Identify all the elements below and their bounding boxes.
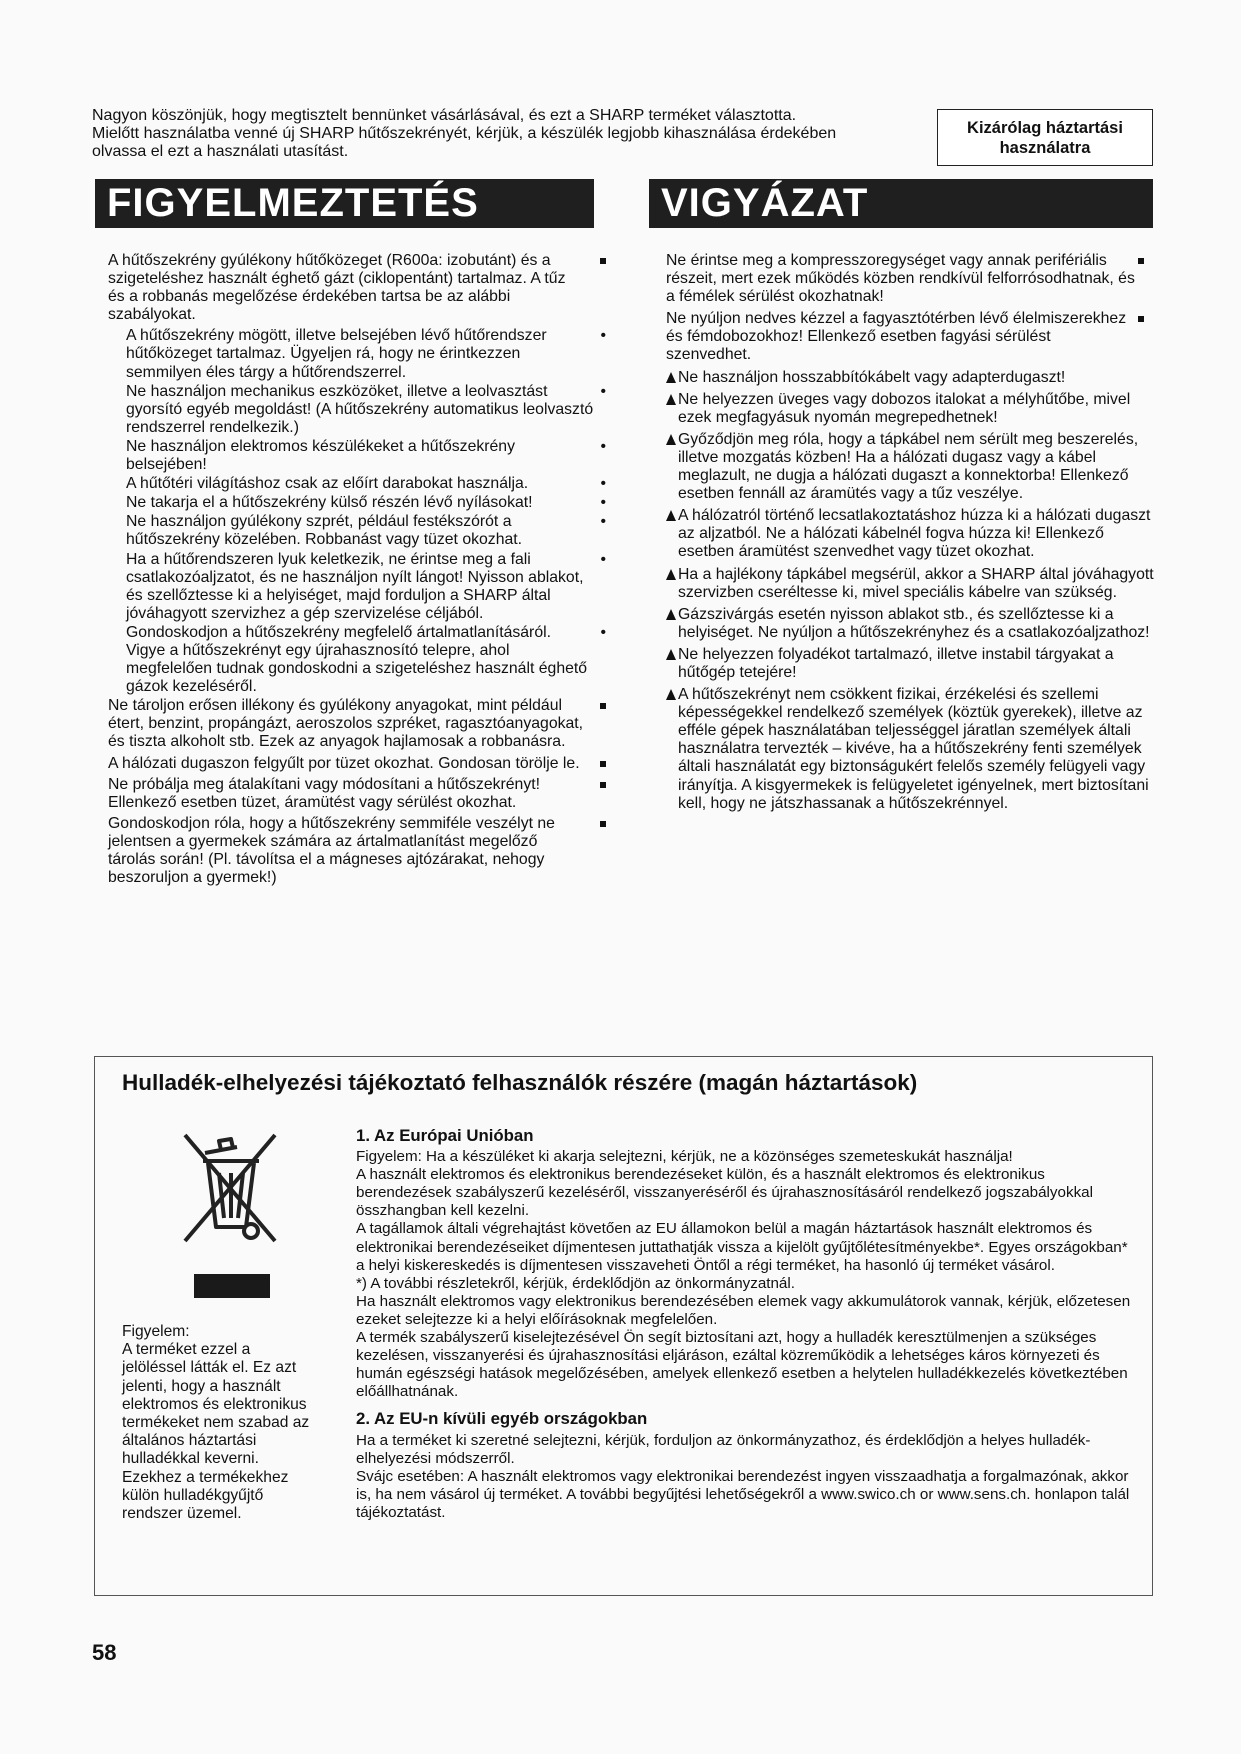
eu-paragraph: Figyelem: Ha a készüléket ki akarja selejtezni, kérjük, ne a közönséges szemeteskukát használja! bbox=[356, 1148, 1013, 1166]
caution-list bbox=[666, 252, 1156, 817]
crossed-out-bin-icon bbox=[175, 1123, 285, 1258]
warning-item-text: Gondoskodjon a hűtőszekrény megfelelő ártalmatlanításáról. Vigye a hűtőszekrényt egy újrahasznosító telepre, ahol megfelelően tudnak gondoskodni a szigeteléshez használt éghető gázok kezeléséről. bbox=[126, 623, 588, 696]
caution-item bbox=[666, 686, 1156, 813]
caution-item bbox=[666, 646, 1156, 682]
warning-item-text: Ha a hűtőrendszeren lyuk keletkezik, ne érintse meg a fali csatlakozóaljzatot, és ne használjon nyílt lángot! Nyisson ablakot, és szellőztesse ki a helyiséget, majd forduljon a SHARP által jóváhagyott szervizhez a gép szervizelése céljából. bbox=[126, 550, 584, 622]
warning-item-text: A hálózati dugaszon felgyűlt por tüzet okozhat. Gondosan törölje le. bbox=[108, 754, 580, 772]
caution-item-text: A hálózatról történő lecsatlakoztatáshoz húzza ki a hálózati dugaszt az aljzatból. Ne a hálózati kábelnél fogva húzza ki! Ellenkező esetben áramütést szenvedhet vagy tüzet okozhat. bbox=[678, 507, 1151, 561]
caution-item-text: Gázszivárgás esetén nyisson ablakot stb., és szellőztesse ki a helyiséget. Ne nyúljon a hűtőszekrényhez és a csatlakozóaljzathoz! bbox=[678, 605, 1150, 641]
warning-triangle-icon bbox=[666, 434, 676, 445]
caution-item bbox=[666, 391, 1156, 427]
bullet-dot-icon: • bbox=[600, 550, 606, 568]
non-eu-heading: 2. Az EU-n kívüli egyéb országokban bbox=[356, 1409, 648, 1429]
bullet-dot-icon: • bbox=[600, 494, 606, 512]
bullet-square-icon bbox=[600, 782, 606, 788]
bullet-square-icon bbox=[600, 761, 606, 767]
bullet-dot-icon: • bbox=[600, 437, 606, 455]
warning-item bbox=[126, 513, 608, 549]
caution-item bbox=[666, 431, 1156, 503]
eu-paragraph: *) A további részletekről, kérjük, érdeklődjön az önkormányzatnál. bbox=[356, 1274, 795, 1292]
caution-item bbox=[666, 310, 1156, 364]
caution-item-text: Ha a hajlékony tápkábel megsérül, akkor a SHARP által jóváhagyott szervizben cseréltesse ki, mivel speciális kábelre van szükség. bbox=[678, 565, 1154, 601]
caution-item-text: Győződjön meg róla, hogy a tápkábel nem sérült meg beszerelés, illetve mozgatás közben! Ha a hálózati dugasz vagy a kábel meglazult, ne dugja a hálózati dugaszt a konnektorba! Ellenkező esetben fennáll az áramütés vagy a tűz veszélye. bbox=[678, 430, 1139, 503]
disposal-info-box bbox=[94, 1056, 1153, 1596]
warning-item bbox=[108, 755, 608, 773]
warning-triangle-icon bbox=[666, 649, 676, 660]
disposal-body bbox=[356, 1127, 1136, 1522]
caution-banner: VIGYÁZAT bbox=[649, 179, 1153, 228]
intro-line: Mielőtt használatba venné új SHARP hűtőszekrényét, kérjük, a készülék legjobb kihasználása érdekében bbox=[92, 125, 837, 142]
warning-item-text: Ne próbálja meg átalakítani vagy módosítani a hűtőszekrényt! Ellenkező esetben tüzet, áramütést vagy sérülést okozhat. bbox=[108, 775, 541, 811]
bullet-dot-icon: • bbox=[600, 327, 606, 345]
intro-line: Nagyon köszönjük, hogy megtisztelt bennünket vásárlásával, és ezt a SHARP terméket választotta. bbox=[92, 107, 797, 124]
warning-item bbox=[126, 383, 608, 437]
caution-item-text: Ne használjon hosszabbítókábelt vagy adapterdugaszt! bbox=[678, 368, 1066, 386]
warning-item-text: Ne használjon gyúlékony szprét, például festékszórót a hűtőszekrény közelében. Robbanást vagy tüzet okozhat. bbox=[126, 513, 523, 549]
intro-text bbox=[92, 107, 922, 161]
warning-item bbox=[108, 815, 608, 887]
warning-item bbox=[126, 494, 608, 512]
warning-item-text: Ne tároljon erősen illékony és gyúlékony anyagokat, mint például étert, benzint, propángázt, aeroszolos szpréket, ragasztóanyagokat, és tiszta alkoholt stb. Ezek az anyagok hajlamosak a robbanásra. bbox=[108, 697, 584, 751]
warning-triangle-icon bbox=[666, 372, 676, 383]
warning-item bbox=[126, 624, 608, 696]
bullet-square-icon bbox=[1138, 316, 1144, 322]
caution-item-text: A hűtőszekrényt nem csökkent fizikai, érzékelési és szellemi képességekkel rendelkező személyek (köztük gyerekek), illetve az efféle gépek használatában teljességgel járatlan személyek általi használatra tervezték – kivéve, ha a hűtőszekrény fenti személyek általi használatát egy biztonságukért felelős személy felügyeli vagy irányítja. A kisgyermekek is felügyeletet igényelnek, mert biztosítani kell, hogy ne játszhassanak a hűtőszekrénnyel. bbox=[678, 686, 1149, 812]
warning-item bbox=[126, 327, 608, 381]
caution-item bbox=[666, 606, 1156, 642]
warning-item-text: Ne takarja el a hűtőszekrény külső részén lévő nyílásokat! bbox=[126, 494, 533, 512]
warning-item-text: A hűtőszekrény mögött, illetve belsejében lévő hűtőrendszer hűtőközeget tartalmaz. Ügyeljen rá, hogy ne érintkezzen semmilyen éles tárgy a hűtőrendszerrel. bbox=[126, 327, 547, 381]
bullet-dot-icon: • bbox=[600, 513, 606, 531]
warning-triangle-icon bbox=[666, 510, 676, 521]
solid-bar-mark bbox=[194, 1274, 270, 1298]
eu-heading: 1. Az Európai Unióban bbox=[356, 1126, 534, 1145]
disposal-title: Hulladék-elhelyezési tájékoztató felhasználók részére (magán háztartások) bbox=[122, 1070, 918, 1095]
badge-line: használatra bbox=[999, 139, 1091, 157]
warning-triangle-icon bbox=[666, 569, 676, 580]
non-eu-paragraph: Svájc esetében: A használt elektromos vagy elektronikai berendezést ingyen visszaadhatja a forgalmazónak, akkor is, ha nem vásárol új terméket. A további begyűjtési lehetőségekről a www.swico.ch or www.sens.ch. honlapon talál tájékoztatást. bbox=[356, 1467, 1130, 1521]
bullet-square-icon bbox=[600, 703, 606, 709]
bullet-square-icon bbox=[600, 821, 606, 827]
page-number: 58 bbox=[92, 1640, 117, 1665]
warning-item bbox=[126, 475, 608, 493]
caution-item-text: Ne érintse meg a kompresszoregységet vagy annak perifériális részeit, mert ezek működés közben rendkívül felforrósodhatnak, és a fémélek sérülést okozhatnak! bbox=[666, 252, 1135, 306]
warning-list bbox=[108, 252, 608, 890]
bullet-square-icon bbox=[600, 258, 606, 264]
badge-line: Kizárólag háztartási bbox=[967, 119, 1123, 137]
household-use-badge bbox=[937, 109, 1153, 166]
caution-item-text: Ne helyezzen üveges vagy dobozos italokat a mélyhűtőbe, mivel ezek megfagyásuk nyomán megrepedhetnek! bbox=[678, 390, 1131, 426]
bullet-dot-icon: • bbox=[600, 475, 606, 493]
non-eu-paragraph: Ha a terméket ki szeretné selejtezni, kérjük, forduljon az önkormányzathoz, és érdeklődjön a helyes hulladék-elhelyezési módszerről. bbox=[356, 1431, 1091, 1467]
eu-paragraph: A használt elektromos és elektronikus berendezéseket külön, és a használt elektromos és elektronikus berendezések szabályszerű kezeléséről, visszanyeréséről és újrahasznosításáról rendelkező jogszabályokkal összhangban kell kezelni. bbox=[356, 1166, 1093, 1220]
warning-triangle-icon bbox=[666, 609, 676, 620]
warning-triangle-icon bbox=[666, 689, 676, 700]
caution-item-text: Ne helyezzen folyadékot tartalmazó, illetve instabil tárgyakat a hűtőgép tetejére! bbox=[678, 645, 1114, 681]
bullet-square-icon bbox=[1138, 258, 1144, 264]
bullet-dot-icon: • bbox=[600, 382, 606, 400]
warning-item-text: Ne használjon mechanikus eszközöket, illetve a leolvasztást gyorsító egyéb megoldást! (A hűtőszekrény automatikus leolvasztó rendszerrel rendelkezik.) bbox=[126, 382, 594, 436]
warning-item-text: Gondoskodjon róla, hogy a hűtőszekrény semmiféle veszélyt ne jelentsen a gyermekek számára az ártalmatlanítást megelőző tárolás során! (Pl. távolítsa el a mágneses ajtózárakat, nehogy beszoruljon a gyermek!) bbox=[108, 814, 555, 887]
warning-item bbox=[108, 697, 608, 751]
warning-item bbox=[108, 776, 608, 812]
warning-item-text: A hűtőszekrény gyúlékony hűtőközeget (R600a: izobutánt) és a szigeteléshez használt éghető gázt (ciklopentánt) tartalmaz. A tűz és a robbanás megelőzése érdekében tartsa be az alábbi szabályokat. bbox=[108, 252, 566, 324]
caution-item bbox=[666, 566, 1156, 602]
warning-item bbox=[126, 551, 608, 623]
bullet-dot-icon: • bbox=[600, 623, 606, 641]
caution-item bbox=[666, 369, 1156, 387]
warning-item-text: A hűtőtéri világításhoz csak az előírt darabokat használja. bbox=[126, 475, 529, 493]
caution-item-text: Ne nyúljon nedves kézzel a fagyasztótérben lévő élelmiszerekhez és fémdobozokhoz! Ellenkező esetben fagyási sérülést szenvedhet. bbox=[666, 310, 1127, 364]
warning-item bbox=[126, 438, 608, 474]
warning-triangle-icon bbox=[666, 394, 676, 405]
disposal-note: Figyelem: A terméket ezzel a jelöléssel látták el. Ez azt jelenti, hogy a használt elektromos és elektronikus termékeket nem szabad az általános háztartási hulladékkal keverni. Ezekhez a termékekhez külön hulladékgyűjtő rendszer üzemel. bbox=[122, 1323, 310, 1523]
caution-item bbox=[666, 507, 1156, 561]
eu-paragraph: A termék szabályszerű kiselejtezésével Ön segít biztosítani azt, hogy a hulladék keresztülmenjen a szükséges kezelésen, visszanyerési és újrahasznosítási eljáráson, ezáltal közreműködik a lehetséges káros környezeti és humán egészségi hatások megelőzésében, amelyek ellenkező esetben a helytelen hulladékkezelés következtében előállhatnának. bbox=[356, 1329, 1128, 1401]
warning-item bbox=[108, 252, 608, 324]
eu-paragraph: Ha használt elektromos vagy elektronikus berendezésében elemek vagy akkumulátorok vannak, kérjük, előzetesen ezeket selejtezze ki a helyi előírásoknak megfelelően. bbox=[356, 1292, 1131, 1328]
warning-banner: FIGYELMEZTETÉS bbox=[95, 179, 594, 228]
warning-item-text: Ne használjon elektromos készülékeket a hűtőszekrény belsejében! bbox=[126, 437, 515, 474]
eu-paragraph: A tagállamok általi végrehajtást követően az EU államokon belül a magán háztartások használt elektromos és elektronikai berendezéseiket díjmentesen juttathatják vissza a kijelölt gyűjtőlétesítményekbe*. Egyes országokban* a helyi kiskereskedés is díjmentesen visszaveheti Öntől a régi terméket, ha hasonló új terméket vásárol. bbox=[356, 1220, 1128, 1274]
caution-item bbox=[666, 252, 1156, 306]
intro-line: olvassa el ezt a használati utasítást. bbox=[92, 143, 349, 160]
